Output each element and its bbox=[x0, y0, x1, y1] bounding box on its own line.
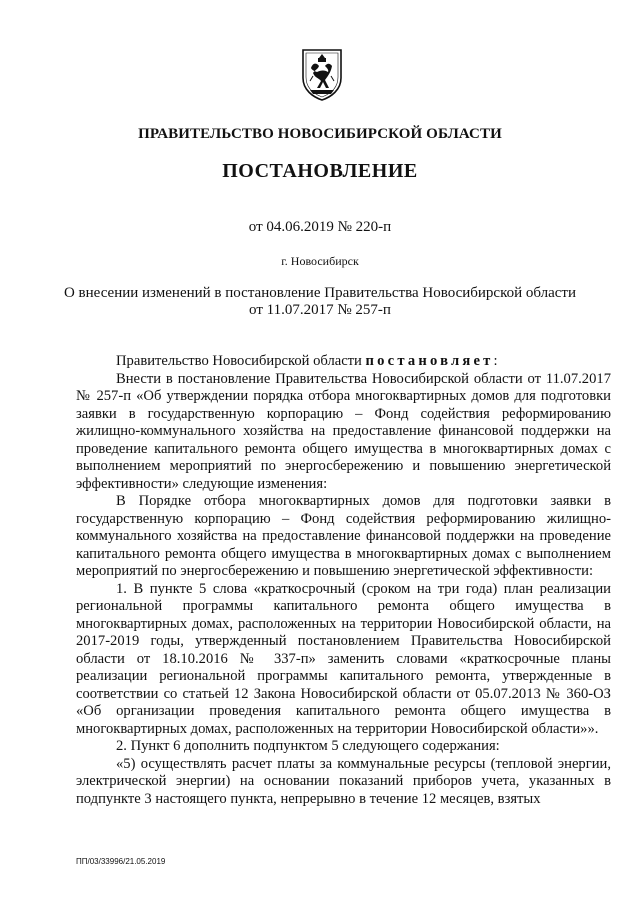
document-footer-code: ПП/03/33996/21.05.2019 bbox=[76, 857, 166, 866]
document-subject bbox=[60, 285, 580, 319]
paragraph-subitem-5: «5) осуществлять расчет платы за коммунальные ресурсы (тепловой энергии, электрической энергии) на основании показаний приборов учета, указанных в подпункте 3 настоящего пункта, непрерывно в течение 12 месяцев, взятых bbox=[76, 755, 611, 807]
paragraph-amend-resolution: Внести в постановление Правительства Новосибирской области от 11.07.2017 № 257-п «Об утверждении порядка отбора многоквартирных домов для подготовки заявки в государственную корпорацию – Фонд содействия реформированию жилищно-коммунального хозяйства на предоставление финансовой поддержки на проведение капитального ремонта общего имущества в многоквартирных домах с выполнением мероприятий по энергосбережению и повышению энергетической эффективности» следующие изменения: bbox=[76, 370, 611, 492]
document-body bbox=[76, 353, 611, 808]
paragraph-item-1: 1. В пункте 5 слова «краткосрочный (сроком на три года) план реализации региональной программы капитального ремонта общего имущества в многоквартирных домах, расположенных на территории Новосибирской области, на 2017-2019 годы, утвержденный постановлением Правительства Новосибирской области от 18.10.2016 № 337-п» заменить словами «краткосрочные планы реализации региональной программы капитального ремонта, утвержденные в соответствии со статьей 12 Закона Новосибирской области от 05.07.2013 № 360-ОЗ «Об организации проведения капитального ремонта общего имущества в многоквартирных домах, расположенных на территории Новосибирской области»». bbox=[76, 580, 611, 737]
subject-line-2: от 11.07.2017 № 257-п bbox=[249, 302, 391, 318]
paragraph-item-2: 2. Пункт 6 дополнить подпунктом 5 следующего содержания: bbox=[116, 738, 500, 754]
preamble-colon: : bbox=[493, 353, 498, 369]
organization-name: ПРАВИТЕЛЬСТВО НОВОСИБИРСКОЙ ОБЛАСТИ bbox=[138, 126, 502, 142]
subject-line-1: О внесении изменений в постановление Правительства Новосибирской области bbox=[63, 285, 577, 301]
document-date-number: от 04.06.2019 № 220-п bbox=[248, 219, 392, 235]
preamble-subject: Правительство Новосибирской области bbox=[116, 353, 366, 369]
paragraph-preamble bbox=[76, 353, 611, 371]
document-city: г. Новосибирск bbox=[281, 254, 359, 268]
novosibirsk-coat-of-arms-icon bbox=[301, 48, 343, 102]
paragraph-procedure: В Порядке отбора многоквартирных домов для подготовки заявки в государственную корпорацию – Фонд содействия реформированию жилищно-коммунального хозяйства на предоставление финансовой поддержки на проведение капитального ремонта общего имущества в многоквартирных домах с выполнением мероприятий по энергосбережению и повышению энергетической эффективности: bbox=[76, 493, 611, 579]
preamble-verb: постановляет bbox=[365, 353, 494, 369]
document-type: ПОСТАНОВЛЕНИЕ bbox=[222, 160, 418, 182]
